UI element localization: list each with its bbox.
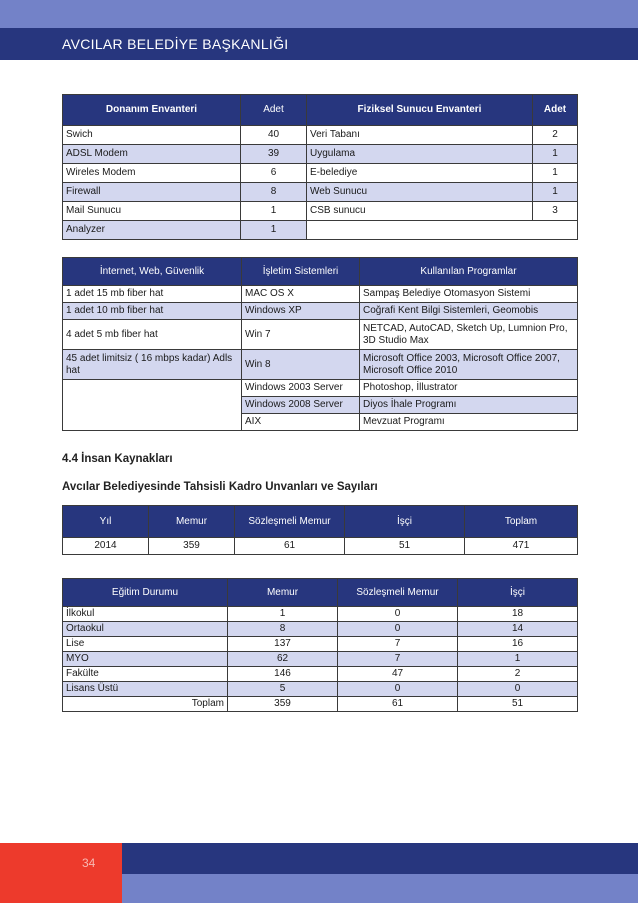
hardware-name: Analyzer — [63, 221, 241, 240]
hardware-count: 1 — [241, 221, 307, 240]
hardware-count: 6 — [241, 164, 307, 183]
worker-header: İşçi — [345, 506, 465, 538]
education-header: Eğitim Durumu — [63, 579, 228, 607]
table-row — [63, 202, 578, 221]
internet-cell: 1 adet 15 mb fiber hat — [63, 286, 242, 303]
server-header: Fiziksel Sunucu Envanteri — [307, 95, 533, 126]
hardware-name: Firewall — [63, 183, 241, 202]
server-count-header: Adet — [533, 95, 578, 126]
hardware-name: Swich — [63, 126, 241, 145]
program-cell: Photoshop, İllustrator — [360, 380, 578, 397]
server-count: 2 — [533, 126, 578, 145]
contract-cell: 0 — [338, 682, 458, 697]
worker-cell: 1 — [458, 652, 578, 667]
worker-header: İşçi — [458, 579, 578, 607]
page-number: 34 — [82, 856, 96, 870]
table-row — [63, 697, 578, 712]
internet-header: İnternet, Web, Güvenlik — [63, 258, 242, 286]
server-name: Veri Tabanı — [307, 126, 533, 145]
memur-cell: 62 — [228, 652, 338, 667]
empty-cell — [307, 221, 578, 240]
hardware-count-header: Adet — [241, 95, 307, 126]
education-level: MYO — [63, 652, 228, 667]
education-level: İlkokul — [63, 607, 228, 622]
section-subheading: Avcılar Belediyesinde Tahsisli Kadro Unvanları ve Sayıları — [62, 481, 378, 493]
table-row — [63, 538, 578, 555]
os-cell: Win 7 — [242, 320, 360, 350]
programs-header: Kullanılan Programlar — [360, 258, 578, 286]
table-row — [63, 286, 578, 303]
os-cell: MAC OS X — [242, 286, 360, 303]
program-cell: Sampaş Belediye Otomasyon Sistemi — [360, 286, 578, 303]
table-row — [63, 380, 578, 397]
os-cell: Windows 2003 Server — [242, 380, 360, 397]
server-count: 1 — [533, 164, 578, 183]
contract-cell: 7 — [338, 652, 458, 667]
internet-cell: 45 adet limitsiz ( 16 mbps kadar) Adls hat — [63, 350, 242, 380]
worker-cell: 51 — [345, 538, 465, 555]
hardware-count: 8 — [241, 183, 307, 202]
server-name: Web Sunucu — [307, 183, 533, 202]
memur-total: 359 — [228, 697, 338, 712]
total-cell: 471 — [465, 538, 578, 555]
software-table — [62, 257, 578, 431]
program-cell: Coğrafi Kent Bilgi Sistemleri, Geomobis — [360, 303, 578, 320]
table-row — [63, 145, 578, 164]
empty-cell — [63, 380, 242, 431]
table-row — [63, 320, 578, 350]
year-cell: 2014 — [63, 538, 149, 555]
worker-cell: 0 — [458, 682, 578, 697]
footer-red-block — [0, 843, 122, 903]
memur-cell: 1 — [228, 607, 338, 622]
hardware-count: 1 — [241, 202, 307, 221]
contract-header: Sözleşmeli Memur — [235, 506, 345, 538]
hardware-inventory-table — [62, 94, 578, 240]
footer-light-band — [122, 874, 638, 903]
memur-cell: 359 — [149, 538, 235, 555]
server-count: 1 — [533, 183, 578, 202]
section-heading: 4.4 İnsan Kaynakları — [62, 453, 173, 465]
hardware-count: 39 — [241, 145, 307, 164]
total-header: Toplam — [465, 506, 578, 538]
memur-cell: 137 — [228, 637, 338, 652]
server-name: E-belediye — [307, 164, 533, 183]
memur-header: Memur — [228, 579, 338, 607]
table-row — [63, 607, 578, 622]
total-label: Toplam — [63, 697, 228, 712]
table-row — [63, 303, 578, 320]
table-row — [63, 350, 578, 380]
table-row — [63, 126, 578, 145]
server-name: CSB sunucu — [307, 202, 533, 221]
page-header-title: AVCILAR BELEDİYE BAŞKANLIĞI — [62, 36, 289, 52]
table-row — [63, 164, 578, 183]
contract-cell: 0 — [338, 622, 458, 637]
contract-cell: 7 — [338, 637, 458, 652]
worker-cell: 18 — [458, 607, 578, 622]
server-count: 3 — [533, 202, 578, 221]
worker-cell: 14 — [458, 622, 578, 637]
table-row — [63, 667, 578, 682]
hardware-name: ADSL Modem — [63, 145, 241, 164]
server-name: Uygulama — [307, 145, 533, 164]
education-level: Lise — [63, 637, 228, 652]
internet-cell: 4 adet 5 mb fiber hat — [63, 320, 242, 350]
education-level: Lisans Üstü — [63, 682, 228, 697]
program-cell: NETCAD, AutoCAD, Sketch Up, Lumnion Pro, 3D Studio Max — [360, 320, 578, 350]
footer-dark-band — [122, 843, 638, 874]
internet-cell: 1 adet 10 mb fiber hat — [63, 303, 242, 320]
table-row — [63, 221, 578, 240]
table-row — [63, 183, 578, 202]
hardware-name: Wireles Modem — [63, 164, 241, 183]
program-cell: Diyos İhale Programı — [360, 397, 578, 414]
table-row — [63, 637, 578, 652]
os-cell: Win 8 — [242, 350, 360, 380]
education-level: Ortaokul — [63, 622, 228, 637]
contract-total: 61 — [338, 697, 458, 712]
memur-header: Memur — [149, 506, 235, 538]
hardware-count: 40 — [241, 126, 307, 145]
table-row — [63, 622, 578, 637]
year-header: Yıl — [63, 506, 149, 538]
contract-cell: 0 — [338, 607, 458, 622]
memur-cell: 146 — [228, 667, 338, 682]
server-count: 1 — [533, 145, 578, 164]
contract-header: Sözleşmeli Memur — [338, 579, 458, 607]
staff-table — [62, 505, 578, 555]
table-row — [63, 652, 578, 667]
education-table — [62, 578, 578, 712]
os-cell: Windows 2008 Server — [242, 397, 360, 414]
os-cell: AIX — [242, 414, 360, 431]
contract-cell: 61 — [235, 538, 345, 555]
program-cell: Microsoft Office 2003, Microsoft Office 2007, Microsoft Office 2010 — [360, 350, 578, 380]
education-level: Fakülte — [63, 667, 228, 682]
worker-cell: 2 — [458, 667, 578, 682]
contract-cell: 47 — [338, 667, 458, 682]
memur-cell: 8 — [228, 622, 338, 637]
worker-cell: 16 — [458, 637, 578, 652]
program-cell: Mevzuat Programı — [360, 414, 578, 431]
os-header: İşletim Sistemleri — [242, 258, 360, 286]
top-stripe — [0, 0, 638, 28]
worker-total: 51 — [458, 697, 578, 712]
os-cell: Windows XP — [242, 303, 360, 320]
table-row — [63, 682, 578, 697]
hardware-name: Mail Sunucu — [63, 202, 241, 221]
hardware-header: Donanım Envanteri — [63, 95, 241, 126]
memur-cell: 5 — [228, 682, 338, 697]
